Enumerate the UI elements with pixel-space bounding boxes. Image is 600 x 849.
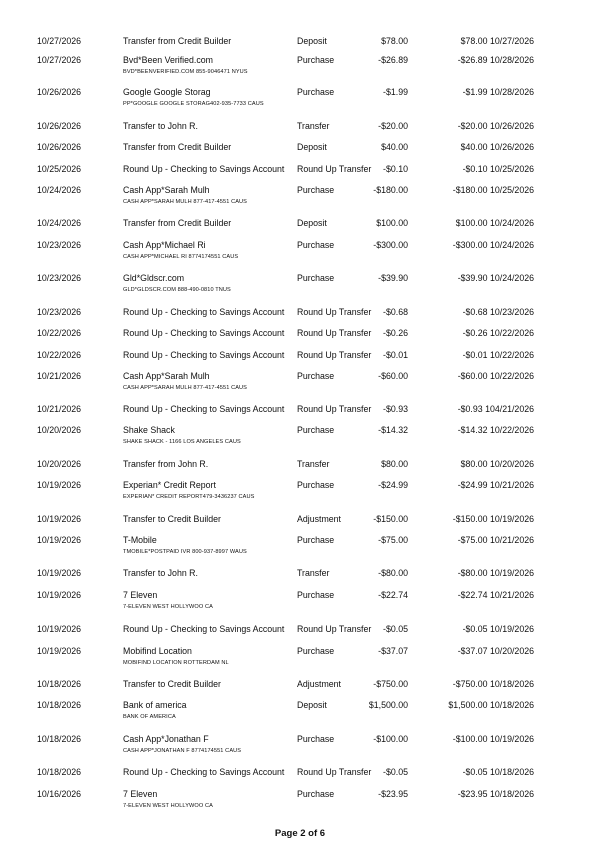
transaction-amount: -$0.93 xyxy=(383,404,408,414)
transaction-type: Purchase xyxy=(297,646,335,656)
transaction-date: 10/25/2026 xyxy=(37,164,82,174)
transaction-date: 10/26/2026 xyxy=(37,142,82,152)
transaction-amount: -$0.26 xyxy=(383,328,408,338)
transaction-amount: -$24.99 xyxy=(378,480,408,490)
transaction-description: Round Up - Checking to Savings Account xyxy=(123,328,285,338)
transaction-merchant-detail: CASH APP*SARAH MULH 877-417-4551 CAUS xyxy=(123,199,248,205)
transaction-date: 10/23/2026 xyxy=(37,240,82,250)
transaction-date: 10/23/2026 xyxy=(37,273,82,283)
transaction-amount: -$37.07 xyxy=(378,646,408,656)
transaction-amount: -$39.90 xyxy=(378,273,408,283)
transaction-type: Purchase xyxy=(297,480,335,490)
transaction-date: 10/19/2026 xyxy=(37,624,82,634)
transaction-posted: $78.00 10/27/2026 xyxy=(460,36,534,46)
transaction-merchant-detail: CASH APP*SARAH MULH 877-417-4551 CAUS xyxy=(123,385,248,391)
transaction-description: Transfer to Credit Builder xyxy=(123,679,221,689)
transaction-posted: -$0.26 10/22/2026 xyxy=(462,328,534,338)
transaction-type: Round Up Transfer xyxy=(297,404,372,414)
transaction-merchant-detail: 7-ELEVEN WEST HOLLYWOO CA xyxy=(123,604,213,610)
transaction-posted: $40.00 10/26/2026 xyxy=(460,142,534,152)
transaction-posted: $80.00 10/20/2026 xyxy=(460,459,534,469)
transaction-posted: -$26.89 10/28/2026 xyxy=(457,55,534,65)
transaction-amount: -$0.05 xyxy=(383,767,408,777)
transaction-date: 10/18/2026 xyxy=(37,734,82,744)
transaction-posted: -$23.95 10/18/2026 xyxy=(457,789,534,799)
transaction-amount: -$80.00 xyxy=(378,568,408,578)
transaction-description: Transfer from Credit Builder xyxy=(123,142,232,152)
transaction-description: Transfer from John R. xyxy=(123,459,209,469)
transaction-date: 10/16/2026 xyxy=(37,789,82,799)
transaction-amount: $100.00 xyxy=(376,218,408,228)
transaction-type: Deposit xyxy=(297,700,327,710)
transaction-description: Mobifind Location xyxy=(123,646,192,656)
transaction-posted: -$60.00 10/22/2026 xyxy=(457,371,534,381)
transaction-merchant-detail: CASH APP*JONATHAN F 8774174551 CAUS xyxy=(123,748,242,754)
transaction-date: 10/27/2026 xyxy=(37,55,82,65)
transaction-date: 10/22/2026 xyxy=(37,328,82,338)
transaction-description: Transfer to John R. xyxy=(123,568,198,578)
transaction-date: 10/19/2026 xyxy=(37,646,82,656)
transaction-date: 10/21/2026 xyxy=(37,404,82,414)
transaction-type: Purchase xyxy=(297,734,335,744)
transaction-description: Transfer to John R. xyxy=(123,121,198,131)
transaction-description: Round Up - Checking to Savings Account xyxy=(123,404,285,414)
transaction-description: Round Up - Checking to Savings Account xyxy=(123,164,285,174)
transaction-date: 10/19/2026 xyxy=(37,590,82,600)
transaction-description: Shake Shack xyxy=(123,425,175,435)
transaction-posted: -$180.00 10/25/2026 xyxy=(452,185,534,195)
transaction-posted: -$750.00 10/18/2026 xyxy=(452,679,534,689)
transaction-merchant-detail: MOBIFIND LOCATION ROTTERDAM NL xyxy=(123,660,229,666)
transaction-amount: -$23.95 xyxy=(378,789,408,799)
transaction-amount: -$750.00 xyxy=(373,679,408,689)
transaction-type: Round Up Transfer xyxy=(297,328,372,338)
transaction-posted: $1,500.00 10/18/2026 xyxy=(448,700,534,710)
transaction-amount: -$1.99 xyxy=(383,87,408,97)
transaction-merchant-detail: 7-ELEVEN WEST HOLLYWOO CA xyxy=(123,803,213,809)
transaction-date: 10/19/2026 xyxy=(37,480,82,490)
transaction-date: 10/26/2026 xyxy=(37,121,82,131)
transaction-posted: -$24.99 10/21/2026 xyxy=(457,480,534,490)
transaction-type: Purchase xyxy=(297,273,335,283)
transaction-posted: -$0.05 10/19/2026 xyxy=(462,624,534,634)
transaction-description: Transfer from Credit Builder xyxy=(123,218,232,228)
transaction-description: T-Mobile xyxy=(123,535,157,545)
transaction-amount: -$0.05 xyxy=(383,624,408,634)
transaction-merchant-detail: BVD*BEENVERIFIED.COM 855-9046471 NYUS xyxy=(123,69,248,75)
transaction-description: Round Up - Checking to Savings Account xyxy=(123,350,285,360)
transaction-type: Purchase xyxy=(297,185,335,195)
transaction-description: 7 Eleven xyxy=(123,789,158,799)
transaction-date: 10/24/2026 xyxy=(37,185,82,195)
transaction-posted: -$100.00 10/19/2026 xyxy=(452,734,534,744)
transaction-posted: -$14.32 10/22/2026 xyxy=(457,425,534,435)
transaction-description: Cash App*Sarah Mulh xyxy=(123,185,210,195)
transaction-description: Round Up - Checking to Savings Account xyxy=(123,624,285,634)
transaction-amount: -$300.00 xyxy=(373,240,408,250)
transaction-amount: -$180.00 xyxy=(373,185,408,195)
transaction-amount: -$0.68 xyxy=(383,307,408,317)
transaction-type: Purchase xyxy=(297,240,335,250)
transaction-date: 10/20/2026 xyxy=(37,425,82,435)
transaction-amount: -$100.00 xyxy=(373,734,408,744)
transaction-merchant-detail: SHAKE SHACK - 1166 LOS ANGELES CAUS xyxy=(123,439,241,445)
transaction-description: 7 Eleven xyxy=(123,590,158,600)
transaction-type: Purchase xyxy=(297,55,335,65)
transaction-merchant-detail: TMOBILE*POSTPAID IVR 800-937-8997 WAUS xyxy=(123,549,247,555)
transaction-posted: -$0.68 10/23/2026 xyxy=(462,307,534,317)
transaction-posted: -$75.00 10/21/2026 xyxy=(457,535,534,545)
transaction-type: Round Up Transfer xyxy=(297,767,372,777)
transaction-amount: -$22.74 xyxy=(378,590,408,600)
transaction-posted: -$39.90 10/24/2026 xyxy=(457,273,534,283)
transaction-amount: $1,500.00 xyxy=(368,700,408,710)
transaction-posted: -$80.00 10/19/2026 xyxy=(457,568,534,578)
transaction-amount: -$75.00 xyxy=(378,535,408,545)
transaction-date: 10/22/2026 xyxy=(37,350,82,360)
transaction-date: 10/18/2026 xyxy=(37,700,82,710)
transaction-type: Purchase xyxy=(297,87,335,97)
transaction-type: Purchase xyxy=(297,535,335,545)
transaction-type: Purchase xyxy=(297,371,335,381)
transaction-posted: -$300.00 10/24/2026 xyxy=(452,240,534,250)
transaction-type: Adjustment xyxy=(297,514,342,524)
transaction-amount: -$60.00 xyxy=(378,371,408,381)
transaction-date: 10/19/2026 xyxy=(37,514,82,524)
transaction-date: 10/24/2026 xyxy=(37,218,82,228)
transaction-description: Experian* Credit Report xyxy=(123,480,216,490)
transaction-date: 10/18/2026 xyxy=(37,679,82,689)
transaction-type: Adjustment xyxy=(297,679,342,689)
transaction-amount: $78.00 xyxy=(381,36,408,46)
transaction-amount: -$14.32 xyxy=(378,425,408,435)
transaction-date: 10/19/2026 xyxy=(37,535,82,545)
transaction-date: 10/19/2026 xyxy=(37,568,82,578)
transaction-type: Deposit xyxy=(297,36,327,46)
transaction-amount: -$26.89 xyxy=(378,55,408,65)
transaction-type: Round Up Transfer xyxy=(297,164,372,174)
transaction-type: Transfer xyxy=(297,568,330,578)
transaction-amount: -$0.10 xyxy=(383,164,408,174)
transaction-merchant-detail: CASH APP*MICHAEL RI 8774174551 CAUS xyxy=(123,254,239,260)
transaction-type: Purchase xyxy=(297,590,335,600)
transaction-type: Deposit xyxy=(297,218,327,228)
transaction-posted: $100.00 10/24/2026 xyxy=(455,218,534,228)
transaction-posted: -$0.10 10/25/2026 xyxy=(462,164,534,174)
transaction-merchant-detail: EXPERIAN* CREDIT REPORT479-3436237 CAUS xyxy=(123,494,255,500)
transaction-amount: -$20.00 xyxy=(378,121,408,131)
transaction-description: Round Up - Checking to Savings Account xyxy=(123,307,285,317)
transaction-description: Google Google Storag xyxy=(123,87,211,97)
transaction-posted: -$22.74 10/21/2026 xyxy=(457,590,534,600)
transaction-amount: $40.00 xyxy=(381,142,408,152)
transaction-description: Transfer to Credit Builder xyxy=(123,514,221,524)
transaction-type: Transfer xyxy=(297,459,330,469)
transaction-type: Round Up Transfer xyxy=(297,307,372,317)
transaction-type: Deposit xyxy=(297,142,327,152)
transaction-type: Transfer xyxy=(297,121,330,131)
transaction-description: Round Up - Checking to Savings Account xyxy=(123,767,285,777)
transaction-description: Cash App*Jonathan F xyxy=(123,734,209,744)
transaction-posted: -$1.99 10/28/2026 xyxy=(462,87,534,97)
transaction-description: Bvd*Been Verified.com xyxy=(123,55,213,65)
transaction-date: 10/21/2026 xyxy=(37,371,82,381)
transaction-date: 10/20/2026 xyxy=(37,459,82,469)
transaction-posted: -$0.05 10/18/2026 xyxy=(462,767,534,777)
transaction-posted: -$37.07 10/20/2026 xyxy=(457,646,534,656)
transaction-merchant-detail: BANK OF AMERICA xyxy=(123,714,176,720)
transaction-description: Cash App*Sarah Mulh xyxy=(123,371,210,381)
transaction-posted: -$0.01 10/22/2026 xyxy=(462,350,534,360)
transaction-description: Cash App*Michael Ri xyxy=(123,240,206,250)
transaction-description: Transfer from Credit Builder xyxy=(123,36,232,46)
transaction-type: Round Up Transfer xyxy=(297,624,372,634)
transaction-posted: -$150.00 10/19/2026 xyxy=(452,514,534,524)
transaction-date: 10/26/2026 xyxy=(37,87,82,97)
transaction-description: Bank of america xyxy=(123,700,187,710)
transaction-merchant-detail: PP*GOOGLE GOOGLE STORAG402-935-7733 CAUS xyxy=(123,101,264,107)
transaction-type: Round Up Transfer xyxy=(297,350,372,360)
transaction-date: 10/27/2026 xyxy=(37,36,82,46)
transaction-posted: -$20.00 10/26/2026 xyxy=(457,121,534,131)
transaction-posted: -$0.93 104/21/2026 xyxy=(457,404,534,414)
transaction-date: 10/18/2026 xyxy=(37,767,82,777)
transaction-type: Purchase xyxy=(297,425,335,435)
transaction-amount: -$0.01 xyxy=(383,350,408,360)
transaction-type: Purchase xyxy=(297,789,335,799)
transaction-date: 10/23/2026 xyxy=(37,307,82,317)
transaction-amount: $80.00 xyxy=(381,459,408,469)
transaction-description: Gld*Gldscr.com xyxy=(123,273,185,283)
page-number: Page 2 of 6 xyxy=(274,828,326,839)
transaction-amount: -$150.00 xyxy=(373,514,408,524)
transaction-merchant-detail: GLD*GLDSCR.COM 888-490-0810 TNUS xyxy=(123,287,231,293)
